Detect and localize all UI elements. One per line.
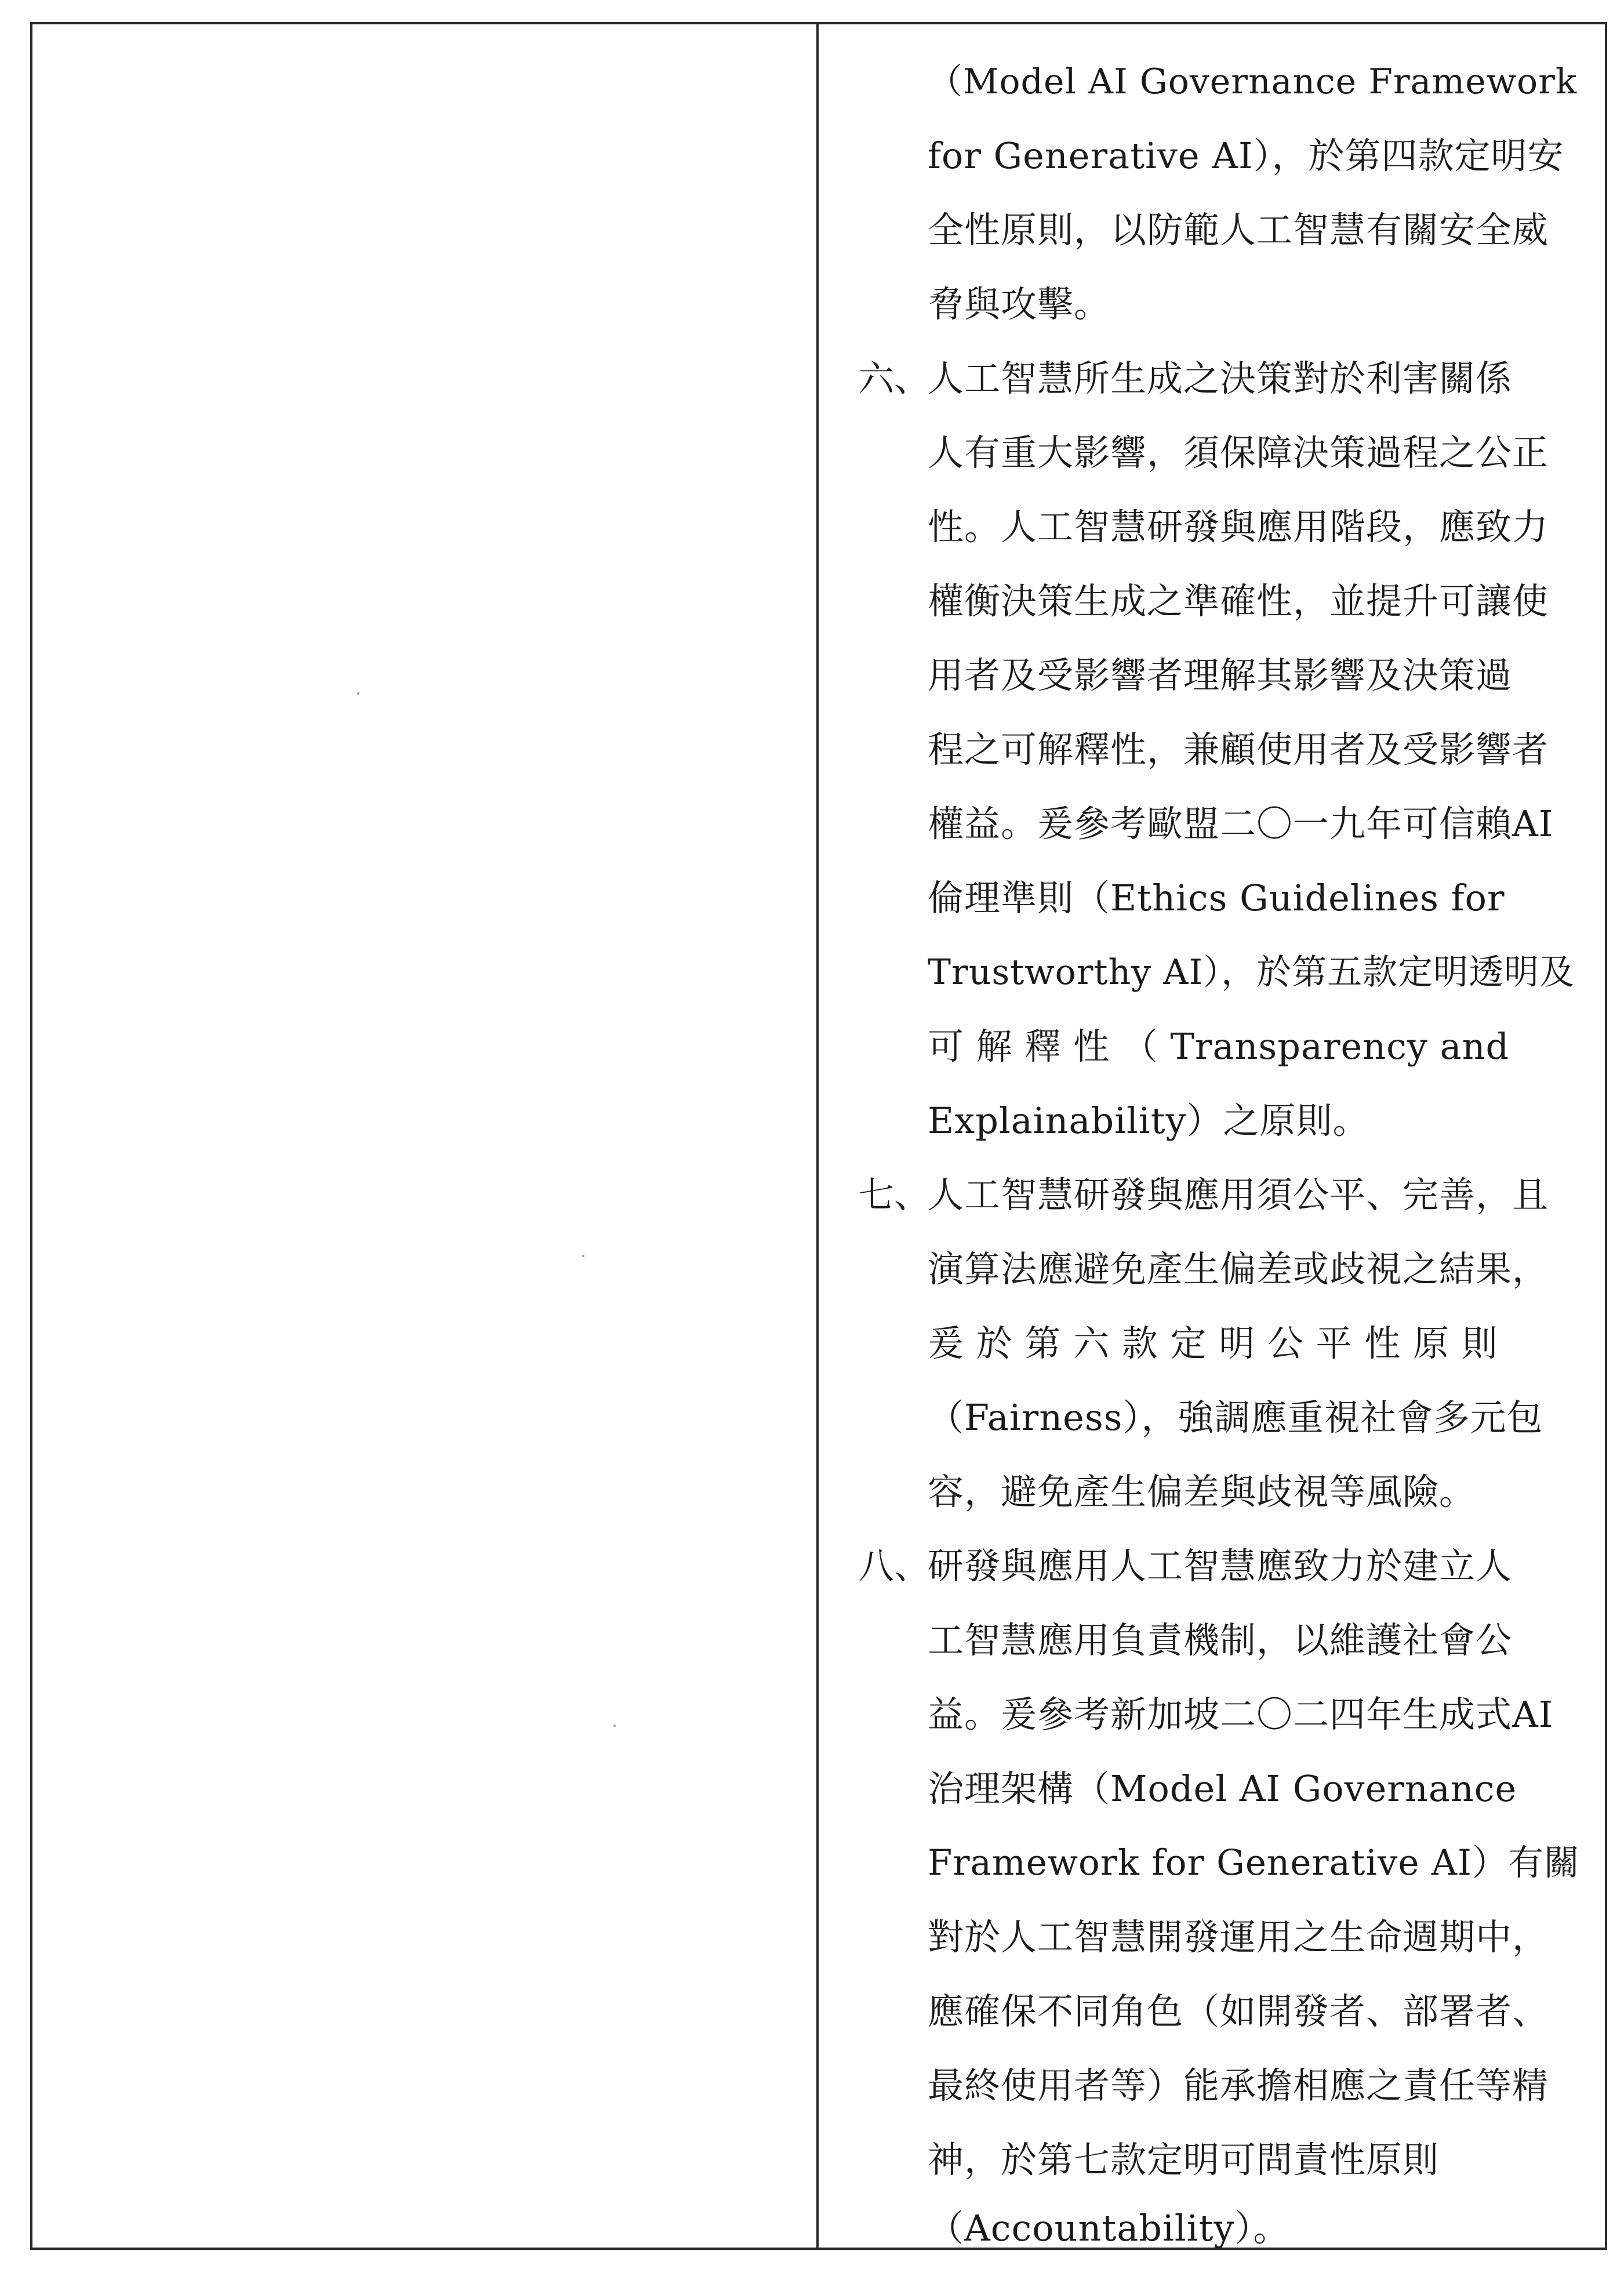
text-line: 對於人工智慧開發運用之生命週期中， [928,1916,1549,1958]
text-line: 應確保不同角色（如開發者、部署者、 [928,1990,1549,2032]
text-line: 用者及受影響者理解其影響及決策過 [928,654,1513,696]
text-line: （Model AI Governance Framework [928,61,1578,102]
text-line: 程之可解釋性，兼顧使用者及受影響者 [928,728,1549,771]
text-line: 神，於第七款定明可問責性原則 [928,2139,1440,2181]
text-line: 倫理準則（Ethics Guidelines for [928,877,1505,919]
text-line: 權益。爰參考歐盟二〇一九年可信賴AI [928,803,1554,845]
item-marker: 六、 [858,357,931,400]
text-line: 容，避免產生偏差與歧視等風險。 [928,1471,1476,1513]
text-line: Framework for Generative AI）有關 [928,1842,1580,1883]
two-column-table [30,22,1607,2250]
text-line: 可 解 釋 性 （ Transparency and [928,1025,1510,1068]
text-line: 人工智慧所生成之決策對於利害關係 [928,357,1513,400]
scan-speck [357,692,359,695]
text-line: 治理架構（Model AI Governance [928,1767,1517,1810]
text-line: 爰 於 第 六 款 定 明 公 平 性 原 則 [928,1322,1498,1364]
item-marker: 七、 [858,1174,931,1216]
text-line: Trustworthy AI），於第五款定明透明及 [928,952,1575,993]
scan-speck [582,1255,584,1257]
text-line: 工智慧應用負責機制，以維護社會公 [928,1619,1513,1661]
text-line: 性。人工智慧研發與應用階段，應致力 [928,506,1549,548]
left-column-empty [32,24,816,2248]
text-line: 全性原則，以防範人工智慧有關安全威 [928,209,1549,251]
text-line: for Generative AI），於第四款定明安 [928,135,1564,177]
item-marker: 八、 [858,1545,931,1587]
text-line: （Accountability）。 [928,2207,1290,2249]
text-line: 權衡決策生成之準確性，並提升可讓使 [928,580,1549,622]
text-line: 研發與應用人工智慧應致力於建立人 [928,1545,1513,1587]
text-line: 最終使用者等）能承擔相應之責任等精 [928,2064,1549,2107]
text-line: 益。爰參考新加坡二〇二四年生成式AI [928,1693,1554,1736]
scan-speck [613,1724,616,1727]
text-line: 人工智慧研發與應用須公平、完善，且 [928,1174,1549,1216]
text-line: 脅與攻擊。 [928,283,1111,325]
text-line: 人有重大影響，須保障決策過程之公正 [928,431,1549,474]
text-line: 演算法應避免產生偏差或歧視之結果， [928,1248,1549,1290]
text-line: Explainability）之原則。 [928,1099,1369,1142]
text-line: （Fairness），強調應重視社會多元包 [928,1396,1543,1439]
right-column-explanation [819,24,1605,2248]
